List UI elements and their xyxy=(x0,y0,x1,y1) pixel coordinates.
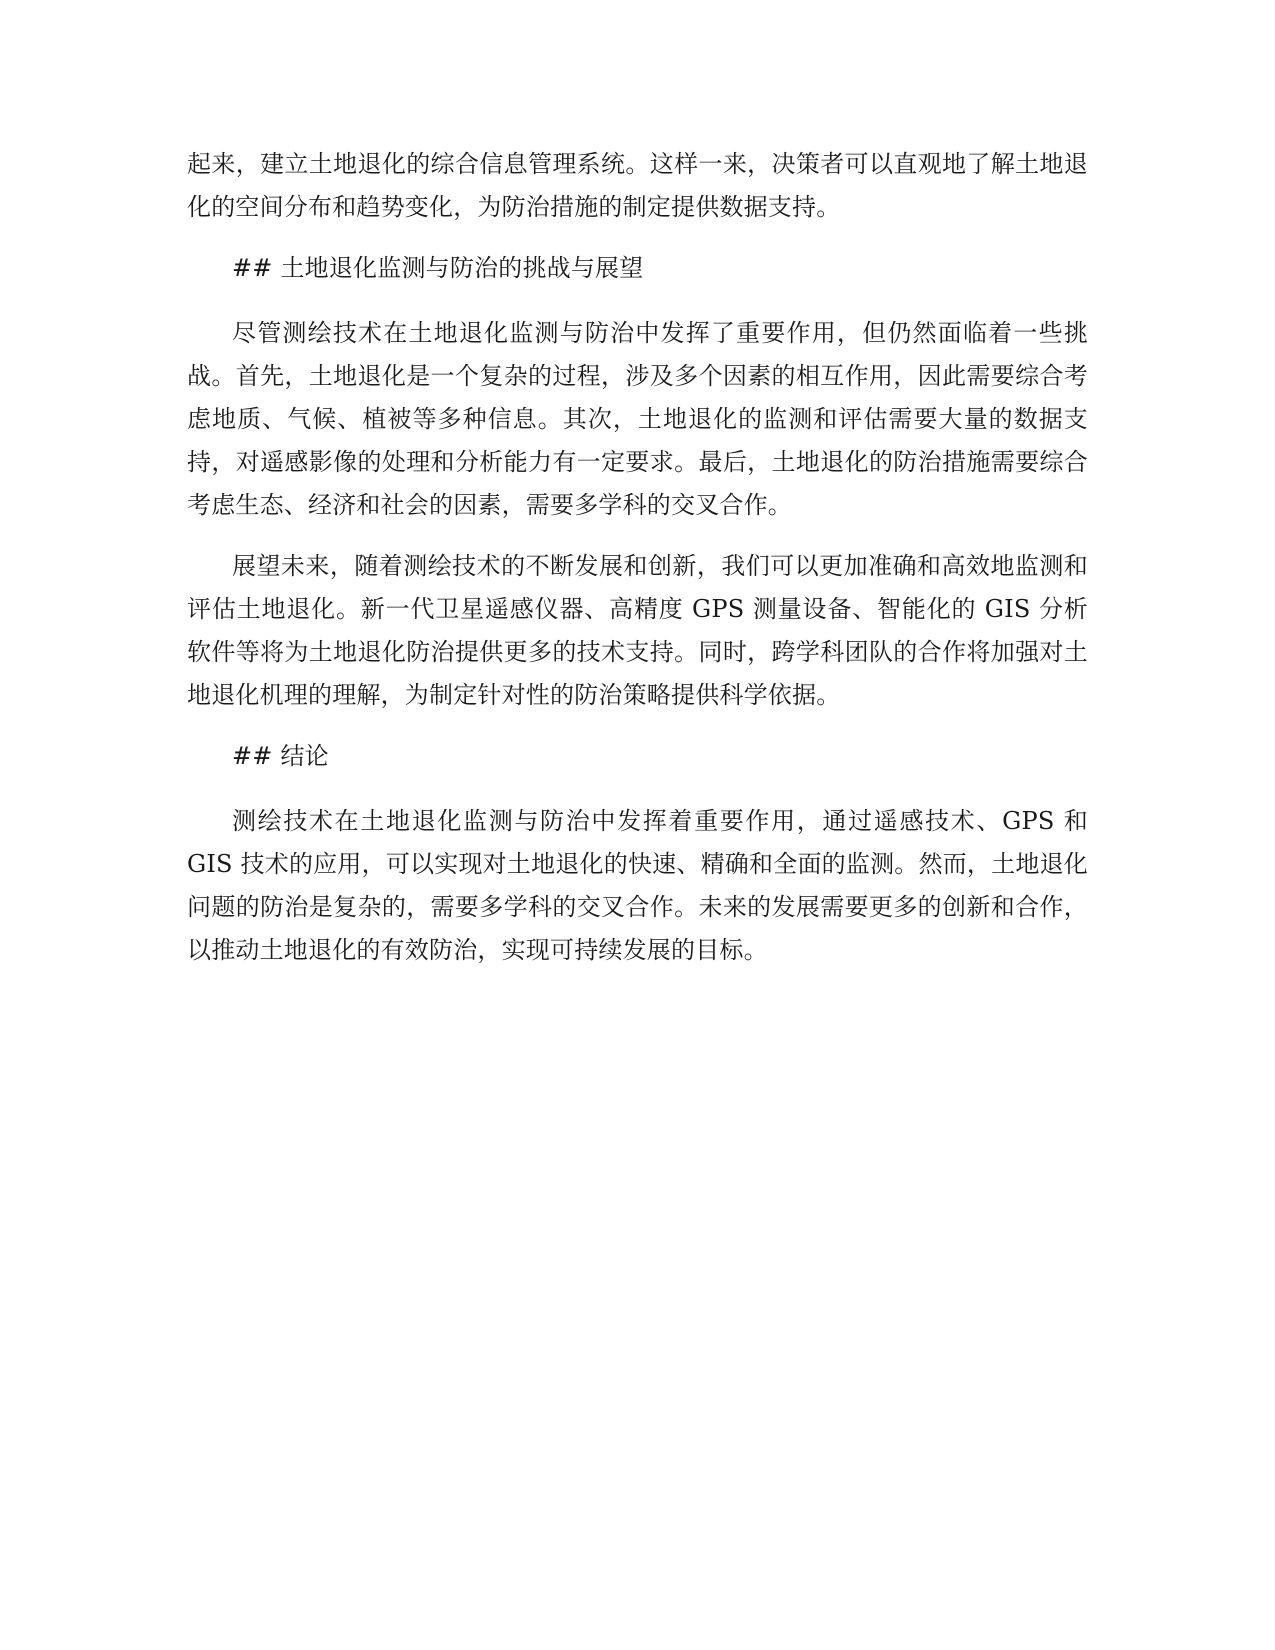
section-heading-conclusion: ## 结论 xyxy=(232,742,329,770)
paragraph-conclusion: 测绘技术在土地退化监测与防治中发挥着重要作用，通过遥感技术、GPS 和 GIS 技术的应用，可以实现对土地退化的快速、精确和全面的监测。然而，土地退化问题的防治是复杂的，需要多学科的交叉合作。未来的发展需要更多的创新和合作，以推动土地退化的有效防治，实现可持续发展的目标。 xyxy=(187,807,1088,964)
paragraph-outlook: 展望未来，随着测绘技术的不断发展和创新，我们可以更加准确和高效地监测和评估土地退化。新一代卫星遥感仪器、高精度 GPS 测量设备、智能化的 GIS 分析软件等将为土地退化防治提供更多的技术支持。同时，跨学科团队的合作将加强对土地退化机理的理解，为制定针对性的防治策略提供科学依据。 xyxy=(187,552,1088,709)
paragraph-challenges: 尽管测绘技术在土地退化监测与防治中发挥了重要作用，但仍然面临着一些挑战。首先，土地退化是一个复杂的过程，涉及多个因素的相互作用，因此需要综合考虑地质、气候、植被等多种信息。其次，土地退化的监测和评估需要大量的数据支持，对遥感影像的处理和分析能力有一定要求。最后，土地退化的防治措施需要综合考虑生态、经济和社会的因素，需要多学科的交叉合作。 xyxy=(187,319,1088,519)
section-heading-challenges: ## 土地退化监测与防治的挑战与展望 xyxy=(232,254,644,282)
document-body xyxy=(187,143,1088,990)
paragraph-continuation: 起来，建立土地退化的综合信息管理系统。这样一来，决策者可以直观地了解土地退化的空间分布和趋势变化，为防治措施的制定提供数据支持。 xyxy=(187,150,1088,221)
